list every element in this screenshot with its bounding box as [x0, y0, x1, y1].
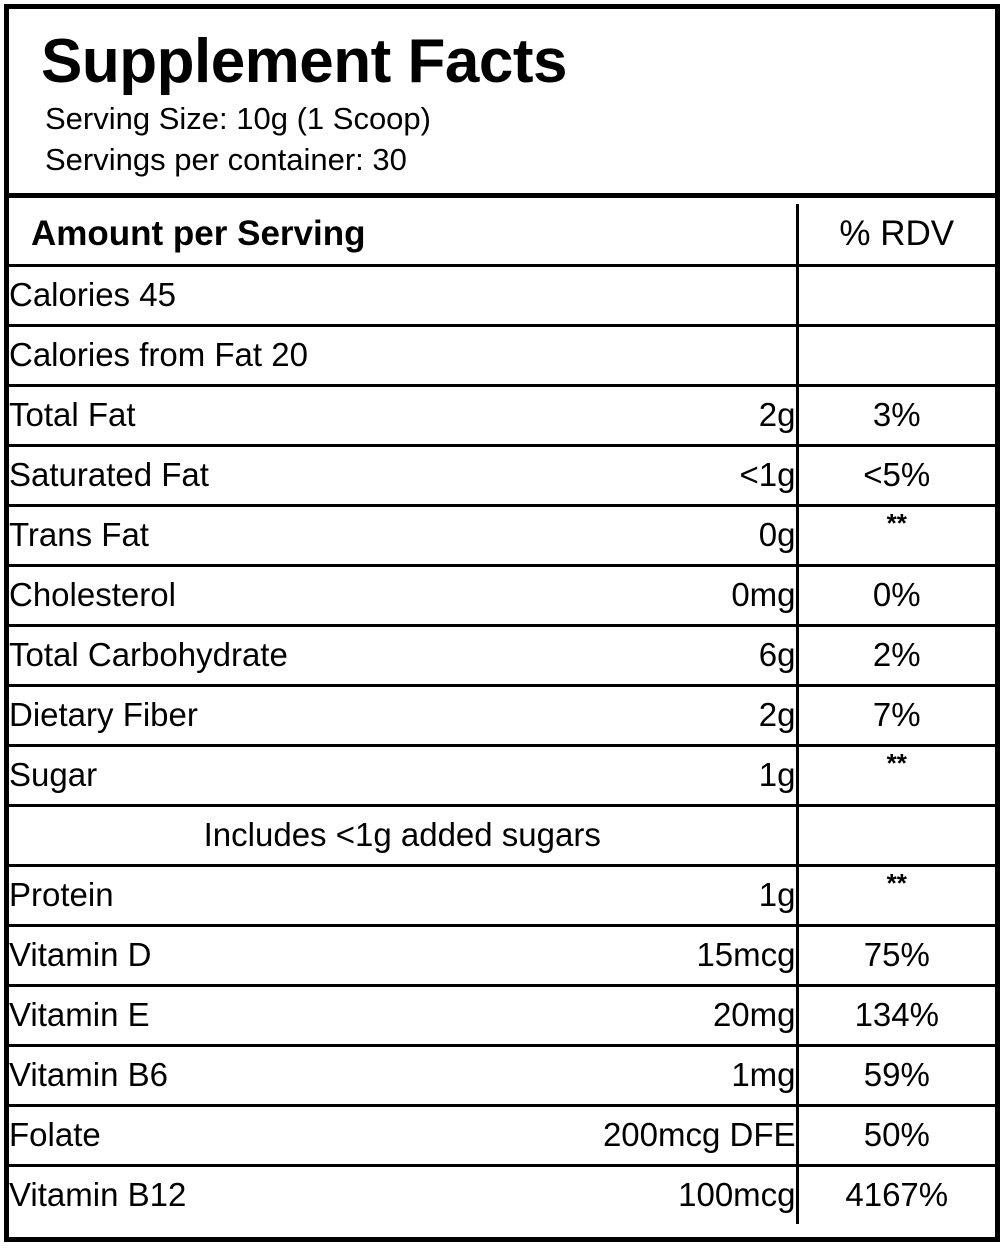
nutrient-name: Calories 45 — [9, 265, 529, 325]
nutrient-name: Vitamin B12 — [9, 1176, 187, 1214]
nutrient-name: Includes <1g added sugars — [9, 805, 797, 865]
nutrient-amount: 2g — [529, 685, 797, 745]
nutrition-table — [9, 204, 995, 1224]
nutrient-amount: 100mcg — [678, 1176, 796, 1214]
serving-size-text: Serving Size: 10g (1 Scoop) — [45, 101, 431, 136]
nutrient-name: Vitamin D — [9, 925, 529, 985]
nutrient-amount: 0mg — [529, 565, 797, 625]
table-row — [9, 1165, 995, 1224]
nutrition-table-body — [9, 204, 995, 1224]
table-row — [9, 505, 995, 565]
label-header — [9, 9, 995, 204]
footnote-marker: ** — [886, 748, 907, 779]
nutrient-amount: 1g — [529, 865, 797, 925]
nutrient-name: Folate — [9, 1105, 529, 1165]
nutrient-rdv — [797, 865, 995, 925]
nutrient-rdv: 7% — [797, 685, 995, 745]
table-row — [9, 385, 995, 445]
table-row — [9, 745, 995, 805]
nutrient-rdv: 0% — [797, 565, 995, 625]
table-row — [9, 445, 995, 505]
nutrient-rdv: <5% — [797, 445, 995, 505]
table-header-row — [9, 204, 995, 266]
nutrient-amount: 1g — [529, 745, 797, 805]
footnote-marker: ** — [886, 508, 907, 539]
nutrient-name: Protein — [9, 865, 529, 925]
table-row — [9, 565, 995, 625]
nutrient-name: Sugar — [9, 745, 529, 805]
column-header-rdv: % RDV — [797, 204, 995, 266]
table-row — [9, 805, 995, 865]
table-row — [9, 985, 995, 1045]
nutrient-name: Vitamin E — [9, 985, 529, 1045]
page-title: Supplement Facts — [41, 27, 567, 96]
nutrient-name: Vitamin B6 — [9, 1045, 529, 1105]
nutrient-amount: 15mcg — [529, 925, 797, 985]
nutrient-name: Dietary Fiber — [9, 685, 529, 745]
servings-per-container-text: Servings per container: 30 — [45, 141, 407, 177]
table-row — [9, 865, 995, 925]
nutrient-rdv: 2% — [797, 625, 995, 685]
column-header-amount: Amount per Serving — [9, 204, 797, 266]
supplement-facts-panel — [4, 4, 1000, 1242]
table-row — [9, 625, 995, 685]
nutrient-rdv — [797, 505, 995, 565]
nutrient-rdv: 134% — [797, 985, 995, 1045]
nutrient-amount: 0g — [529, 505, 797, 565]
nutrient-rdv: 59% — [797, 1045, 995, 1105]
nutrient-amount — [529, 325, 797, 385]
nutrient-rdv: 50% — [797, 1105, 995, 1165]
nutrient-amount: 20mg — [529, 985, 797, 1045]
nutrient-name: Total Carbohydrate — [9, 625, 529, 685]
table-row — [9, 685, 995, 745]
table-row — [9, 325, 995, 385]
footnote-marker: ** — [886, 868, 907, 899]
nutrient-rdv — [797, 325, 995, 385]
table-row — [9, 925, 995, 985]
nutrient-amount: 2g — [529, 385, 797, 445]
nutrient-rdv: 4167% — [797, 1165, 995, 1224]
nutrient-amount: <1g — [529, 445, 797, 505]
nutrient-amount — [529, 265, 797, 325]
nutrient-rdv: 3% — [797, 385, 995, 445]
nutrient-amount: 1mg — [529, 1045, 797, 1105]
table-row — [9, 1045, 995, 1105]
nutrient-amount: 200mcg DFE — [529, 1105, 797, 1165]
nutrient-rdv — [797, 745, 995, 805]
header-divider — [9, 193, 995, 198]
nutrient-amount: 6g — [529, 625, 797, 685]
table-row — [9, 265, 995, 325]
nutrient-name: Cholesterol — [9, 565, 529, 625]
nutrient-name: Saturated Fat — [9, 445, 529, 505]
nutrient-rdv — [797, 805, 995, 865]
nutrient-name: Calories from Fat 20 — [9, 325, 529, 385]
nutrient-name: Total Fat — [9, 385, 529, 445]
nutrient-rdv: 75% — [797, 925, 995, 985]
nutrient-rdv — [797, 265, 995, 325]
nutrient-name: Trans Fat — [9, 505, 529, 565]
table-row — [9, 1105, 995, 1165]
